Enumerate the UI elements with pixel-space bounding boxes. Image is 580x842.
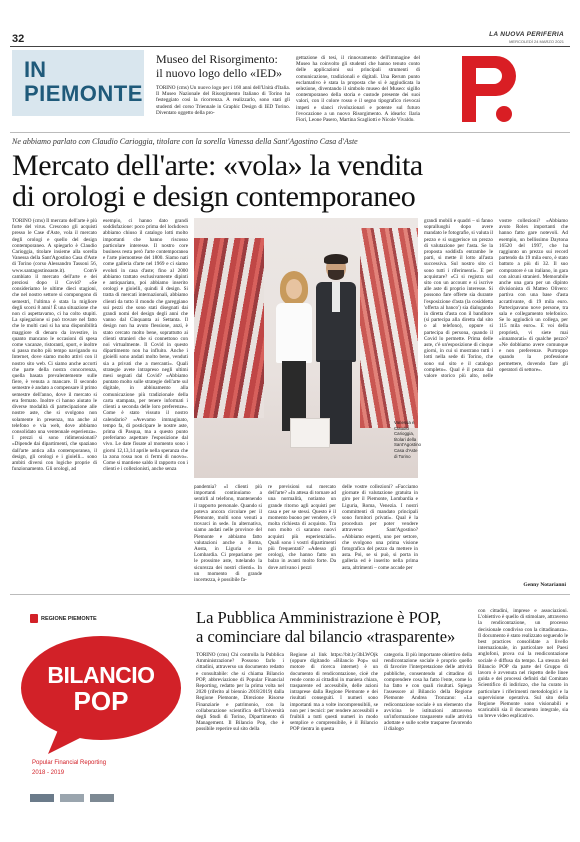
header-divider bbox=[10, 46, 570, 47]
bottom-story-headline-line1: La Pubblica Amministrazione è POP, bbox=[196, 608, 442, 627]
bilancio-subtitle: Popular Financial Reporting bbox=[32, 760, 107, 766]
main-story-byline: Genny Notarianni bbox=[523, 582, 566, 588]
top-story-divider bbox=[10, 132, 570, 133]
top-story-title-line1: Museo del Risorgimento: bbox=[156, 52, 278, 66]
masthead: LA NUOVA PERIFERIA bbox=[489, 31, 564, 38]
bottom-story-headline-line2: a cominciare dal bilancio «trasparente» bbox=[196, 627, 456, 646]
artwork-left bbox=[194, 238, 264, 418]
main-story-col5: delle vostre collezioni? «Facciamo giornate di valutazione gratuita in giro per il Piemonte, Lombardia e Liguria, Roma, Venezia. I nostri committenti di mandato principali sono fornitori privati». Qual è la procedura per poter vendere attraverso Sant'Agostino? «Abbiamo esperti, uno per settore, che svolgono una prima visione fotografica del pezzo da mettere in asta. Poi, se si può, si porta in galleria ed è inserito nella prima asta, altrimenti – come accade per bbox=[342, 484, 418, 571]
main-story-col2: esempio, ci hanno dato grandi soddisfazione: poco prima del lockdown abbiamo chiuso il catalogo lotti molto importanti che hanno riscosso particolare interesse. Il nostro core business resta però l'arte contemporanea e l'arte piemontese del 1800. Siamo nati come galleria d'arte nel 1969 e ci siamo evoluti in casa d'aste; fino al 2000 abbiamo trattato esclusivamente dipinti e antiquariato, poi abbiamo inserito orologi e gioielli, quindi il design. Si tratta di mercati internazionali, abbiamo clienti da tutto il mondo che gareggiano sui pezzi che sono stati disegnati dai grandi nomi del design degli anni che vanno dal Cinquanta ai Settanta. Il design non ha avuto flessione, anzi, è stato cercato molto bene, soprattutto ai clienti stranieri che si connettono con noi virtualmente. Il Covid in questo dipartimento non ha influito. Anche i gioielli sono andati molto bene, venduti sia a privati che a mercanti». Quali strategie avete intrapreso negli ultimi mesi segnati dal Covid? «Abbiamo puntato molto sulle strategie dell'arte sul digitale, in abbinamento alla comunicazione più tradizionale della carta stampata, per tenere informati i clienti a seconda delle loro preferenze». Come è stato vissuto il nostro calendario? «Avevamo immaginato, tempo fa, di posticipare le nostre aste, prima di Pasqua, ma a questo punto preferiamo aspettare l'esposizione dal vivo. Le date fissate al momento sono i giorni 12,13,14 aprile nella speranza che la zona rossa non ci fermi di nuovo». Come si mantiene saldo il rapporto con i clienti e i collezionisti, anche senza bbox=[103, 218, 188, 473]
bottom-story-col3: categoria. Il più importante obiettivo della rendicontazione sociale è proprio quello di favorire l'interpretazione delle attività pubbliche, consentendo al cittadino di comprendere cosa ha fatto l'ente, come lo ha fatto e con quali risultati. Spiega l'assessore al Bilancio della Regione Piemonte Andrea Tronzano: «La redicontazione sociale è un elemento che avvicina le istituzioni attraverso un'informazione trasparente sulle attività adottate e sulle scelte trasparee favorendo il dialogo bbox=[384, 652, 472, 733]
top-story-col1: TORINO (cms) Un nuovo logo per i 160 anni dell'Unità d'Italia. Il Museo Nazionale del Risorgimento Italiano di Torino ha festeggiato così la ricorrenza. A realizzarlo, sono stati gli studenti del corso Triennale in Graphic Design di IED Torino. Diventato oggetto della pro- bbox=[156, 85, 290, 116]
main-story-col4: re previsioni sul mercato dell'arte? «In attesa di tornare ad una normalità, notiamo un grande ritorno agli acquisti per casa e per se stessi. Questo è il momento buono per vendere, c'è molta richiesta di acquisto. Tra non molto ci saranno nuovi acquisti più esperienziali». Quali sono i vostri dipartimenti più frequentati? «Adesso gli orologi, che hanno fatto un balzo in avanti molto forte. Da dove arrivano i pezzi bbox=[268, 484, 336, 571]
main-story-headline-line1: Mercato dell'arte: «vola» la vendita bbox=[12, 149, 423, 182]
page-number: 32 bbox=[12, 33, 25, 45]
pop-word: POP bbox=[73, 686, 129, 716]
person-woman bbox=[276, 273, 312, 433]
main-story-divider bbox=[10, 594, 570, 595]
partner-logo-3-icon bbox=[90, 794, 114, 802]
bottom-story-col2: Regione al link https://bit.ly/3bLWOjk (oppure digitando «Bilancio Pop» sul motore di ricerca internet) è un documento di rendicontazione, cioè che rende conto ai cittadini in maniera chiara, trasparente ed accessibile, delle azioni intraprese dalla Regione Piemonte e dei risultati conseguiti. I numeri sono importanti ma a volte incomprensibili, se non per i tecnici: per rendere accessibili e fruibili a tutti questi numeri in modo semplice e comprensibile, è il Bilancio POP rientra in questa bbox=[290, 652, 378, 733]
main-story-kicker: Ne abbiamo parlato con Claudio Carioggia, titolare con la sorella Vanessa della Sant'Agostino Casa d'Aste bbox=[12, 137, 358, 146]
main-story-col6: grandi mobili e quadri – si fanno sopralluoghi dopo avere mandato le fotografie, si valuta il pezzo e si suggerisce un prezzo di valutazione per l'asta. Se la proposta soddisfa entrambe le parti, si mette il lotto all'asta successiva. Sul nostro sito ci sono tutti i riferimenti». E per acquistare? «Ci si registra sul sito con un account e si iscrive alle aste di proprio interesse. Si possono fare offerte sia durante l'esposizione d'asta (la cosiddetta 'offerta al banco') sia dialogando in diretta d'asta con il banditore (si partecipa alla diretta dal sito o al telefono), oppure si partecipa di persona, quando il Covid lo permette. Prima delle aste, c'è un'esposizione di cinque giorni, in cui si mostrano tutti i lotti nella sede di Torino, che sono sul sito e il catalogo completo». Qual è il pezzo dal valore storico più alto, nelle vostre collezioni? «Abbiamo avuto Rolex importanti che hanno fatto gare notevoli. Ad esempio, un bellissimo Daytona 16520 del 1997, che ha raggiunto un prezzo sui record partendo da 19 mila euro, è stato battuto a più di 32. Il suo compratore è un italiano, in gara con alcuni stranieri. Memorabile anche una gara per un dipinto divisionista di Matteo Olivero: partiva con una base d'asta accattivante, di 19 mila euro. Partecipavano nove persone, tra sala e collegamento telefonico. Se lo aggiudicò un collega, per 115 mila euro». E voi della proprietà, vi siete mai «innamorati» di qualche pezzo? «Ne dobbiamo avere comunque e non preferenze. Purtroppo quando la professione permettere, dovendo fare gli operatori di settore». bbox=[424, 218, 568, 380]
main-story-col1: TORINO (cms) Il mercato dell'arte è più forte del virus. Crescono gli acquisti presso le Case d'Aste, vola il mercato degli orologi e quello del design contemporaneo. A spiegarlo è Claudio Carioggia, titolare insieme alla sorella Vanessa della Sant'Agostino Casa d'Aste di Torino (corso Alessandro Tassoni 56, www.santagostinoaste.it). Com'è cambiato il mercato dell'arte e dei preziosi dopo il Covid? «Se consideriamo le ultime dieci stagioni, che nel nostro settore si compongono di semestri, l'ultima è stata la migliore degli scorsi 8 anni! È una situazione che non ci aspettavamo, ci ha colto stupiti. La spiegazione si può trovare nel fatto che le molti casi si ha una disponibilità maggiore di denaro da investire, in quanto mancano le occasioni di spesa come vacanze, ristoranti, sport, e inoltre si passa molto più tempo navigando su Internet, dove siamo molto attivi con il nostro sito web. Ci siamo anche accorti che parte della nostra concorrenza, quella basata prevalentemente sulle fiere, è venuta a mancare. Il secondo semestre è andato a compensare il primo semestre dell'anno, dove il mercato si era fermato. Inoltre ci hanno aiutato le diverse modalità di partecipazione alle nostre aste, che si svolgono non solamente in presenza, ma anche al telefono e via web, dove abbiamo consolidato una ventennale esperienza». I prezzi si sono ridimensionati? «Dipende dai dipartimenti, che spaziano dall'arte antica alla contemporanea, il design, gli orologi e i gioielli... sono ambiti diversi con logiche proprie di funzionamento. Gli orologi, ad bbox=[12, 218, 97, 473]
regione-crest-icon bbox=[30, 614, 38, 623]
partner-logos bbox=[30, 794, 114, 802]
bottom-story-col1: TORINO (cms) Chi controlla la Pubblica Amministrazione? Possono farlo i cittadini, attraverso un documento redatto e consultabile: che si chiama Bilancio POP, abbreviazione di Popular Financial Reporting, redatto per la prima volta nel 2020 (riferito al biennio 2018/2019) dalla Regione Piemonte, Direzione Risorse Finanziarie e patrimonio, con la collaborazione scientifica dell'Università degli Studi di Torino, Dipartimento di Management. Il Bilancio Pop, che è possibile reperire sul sito della bbox=[196, 652, 284, 733]
main-story-headline bbox=[12, 150, 568, 212]
main-story-photo bbox=[194, 218, 421, 478]
top-story-col2: gettazione di tesi, il rinnovamento dell'immagine del Museo ha coinvolto gli studenti che hanno tenuto conto delle applicazioni sui principali strumenti di comunicazione, tradizionali e digitali. Una Rerum punto esclamativo è stata la proposta che si è aggiudicata la selezione, diventando il simbolo museo del Museo: sigillo contemporaneo della storia e custode presente dei suoi valori, con il colore rosso e il segno tipografico rievocai impeti e slanci rivoluzionari e potente sul futuro l'evocazione a un nuovo Risorgimento. A idearlo: Ilaria Fiori, Leone Pasero, Martina Scagliotti e Nicole Vivaldo. bbox=[296, 55, 420, 124]
bilancio-word: BILANCIO bbox=[47, 662, 155, 688]
bilancio-years: 2018 - 2019 bbox=[32, 770, 65, 776]
section-badge-line2: PIEMONTE bbox=[24, 81, 143, 106]
bilancio-pop-logo bbox=[12, 610, 186, 810]
header-date: MERCOLEDÌ 24 MARZO 2021 bbox=[509, 39, 564, 44]
museum-r-logo-icon bbox=[440, 50, 540, 130]
partner-logo-2-icon bbox=[60, 794, 84, 802]
section-badge-line1: IN bbox=[24, 57, 46, 82]
section-badge bbox=[12, 50, 144, 116]
main-story-col3: pandemia? «I clienti più importanti continuiamo a sentirli al telefono, mantenendo il rapporto personale. Quando si poteva ancora circolare per il Piemonte, molti sono venuti a trovarci in sede. In alternativa, siamo andati nelle province del Piemonte e abbiamo fatto valutazioni anche a Roma, Aosta, in Liguria e in Lombardia. Ci prepariamo per le prossime aste, tutelando la sicurezza dei nostri clienti». In un momento di grande incertezza, è possibile fa- bbox=[194, 484, 262, 584]
artwork-right bbox=[360, 228, 418, 428]
pedestal bbox=[290, 418, 330, 448]
main-story-headline-line2: di orologi e design contemporaneo bbox=[12, 180, 416, 213]
top-story-title-line2: il nuovo logo dello «IED» bbox=[156, 66, 282, 80]
bottom-story-col4: con cittadini, imprese e associazioni. L'obiettivo è quello di stimolare, attraverso la rendicontazione, un processo decisionale condiviso con la cittadinanza». Il documento è stato realizzato seguendo le best practices consolidate a livello internazionale, in particolare nel Paesi anglofoni, prova cui la rendicontazione sociale è diffusa da tempo. La stesura del Bilancio POP da parte del Gruppo di lavoro è avvenuta nel rispetto delle linee guida e dei processi definiti dal Comitato Scientifico di indirizzo, che ha curato in particolare i riferimenti metodologici e la supervisione operativa. Sul sito della Regione Piemonte sono visionabili e scaricabili sia il documento integrale, sia un breve video esplicativo. bbox=[478, 608, 568, 720]
photo-caption: Vanessa e Claudio Carioggia, titolari della Sant'Agostino Casa d'Aste di Torino bbox=[394, 420, 421, 459]
regione-piemonte-label: REGIONE PIEMONTE bbox=[30, 614, 97, 623]
partner-logo-1-icon bbox=[30, 794, 54, 802]
